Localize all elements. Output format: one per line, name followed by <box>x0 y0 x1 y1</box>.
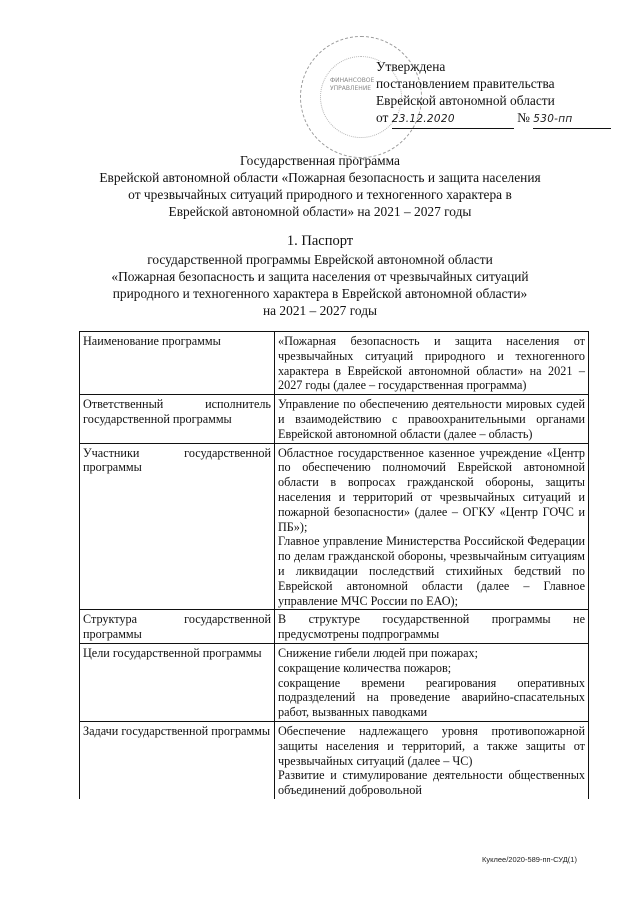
row-value-text: В структуре государственной программы не предусмотрены подпрограммы <box>278 612 585 642</box>
passport-line-3: природного и техногенного характера в Еврейской автономной области» <box>112 286 528 301</box>
row-value <box>275 610 589 644</box>
table-row <box>80 643 589 721</box>
row-value <box>275 443 589 610</box>
table-row <box>80 395 589 443</box>
row-label: Задачи государственной программы <box>80 721 275 798</box>
passport-line-2: «Пожарная безопасность и защита населения от чрезвычайных ситуаций <box>111 269 529 284</box>
table-row <box>80 332 589 395</box>
number-value: 530-пп <box>533 113 573 125</box>
passport-line-4: на 2021 – 2027 годы <box>262 303 378 318</box>
row-value-text: Снижение гибели людей при пожарах; <box>278 645 479 660</box>
program-title-line-4: Еврейской автономной области» на 2021 – 2027 годы <box>168 204 472 219</box>
row-value-text: Управление по обеспечению деятельности мировых судей и взаимодействию с правоохранительными органами Еврейской автономной области (далее – область) <box>278 397 585 441</box>
program-title-line-1: Государственная программа <box>240 153 400 168</box>
row-value-text: сокращение времени реагирования оперативных подразделений на проведение аварийно-спасательных работ, вызванных паводками <box>278 675 585 720</box>
approval-date-row <box>376 109 606 129</box>
number-prefix: № <box>517 110 530 125</box>
row-value-text: Развитие и стимулирование деятельности общественных объединений добровольной <box>278 768 585 798</box>
program-title-line-2: Еврейской автономной области «Пожарная безопасность и защита населения <box>99 170 541 185</box>
row-value-text: «Пожарная безопасность и защита населения от чрезвычайных ситуаций природного и техногенного характера в Еврейской автономной области» на 2021 – 2027 годы (далее – государственная программа) <box>278 334 585 393</box>
approval-line-3: Еврейской автономной области <box>376 93 555 108</box>
row-label: Цели государственной программы <box>80 643 275 721</box>
seal-text: ФИНАНСОВОЕ УПРАВЛЕНИЕ <box>330 77 375 92</box>
footer-doc-code: Куклее/2020-589-пп-СУД(1) <box>482 855 577 864</box>
passport-heading: 1. Паспорт <box>286 233 354 249</box>
table-row <box>80 610 589 644</box>
row-label: Участники государственной программы <box>80 443 275 610</box>
table-row <box>80 721 589 798</box>
row-label: Структура государственной программы <box>80 610 275 644</box>
row-value <box>275 721 589 798</box>
program-title-line-3: от чрезвычайных ситуаций природного и техногенного характера в <box>128 187 512 202</box>
passport-table <box>79 331 589 799</box>
row-value-text: сокращение количества пожаров; <box>278 660 452 675</box>
passport-heading-block <box>60 232 580 319</box>
approval-line-2: постановлением правительства <box>376 76 555 91</box>
date-prefix: от <box>376 110 389 125</box>
approval-line-1: Утверждена <box>376 59 446 74</box>
date-field <box>392 109 514 129</box>
row-value <box>275 332 589 395</box>
number-field <box>533 109 611 129</box>
row-value <box>275 395 589 443</box>
table-row <box>80 443 589 610</box>
row-value <box>275 643 589 721</box>
program-title <box>60 152 580 220</box>
row-value-text: Обеспечение надлежащего уровня противопожарной защиты населения и территорий, а также защиты от чрезвычайных ситуаций (далее – ЧС) <box>278 723 585 768</box>
row-value-text: Главное управление Министерства Российской Федерации по делам гражданской обороны, чрезвычайным ситуациям и ликвидации последствий стихийных бедствий по Еврейской автономной области (далее – Главное управление МЧС России по ЕАО); <box>278 534 585 608</box>
row-label: Наименование программы <box>80 332 275 395</box>
approval-block <box>376 58 606 129</box>
row-value-text: Областное государственное казенное учреждение «Центр по обеспечению полномочий Еврейской автономной области в вопросах гражданской обороны, защиты населения и территорий от чрезвычайных ситуаций и пожарной безопасности» (далее – ОГКУ «Центр ГОЧС и ПБ»); <box>278 445 585 534</box>
row-label: Ответственный исполнитель государственной программы <box>80 395 275 443</box>
date-value: 23.12.2020 <box>391 113 455 125</box>
passport-line-1: государственной программы Еврейской автономной области <box>147 252 493 267</box>
